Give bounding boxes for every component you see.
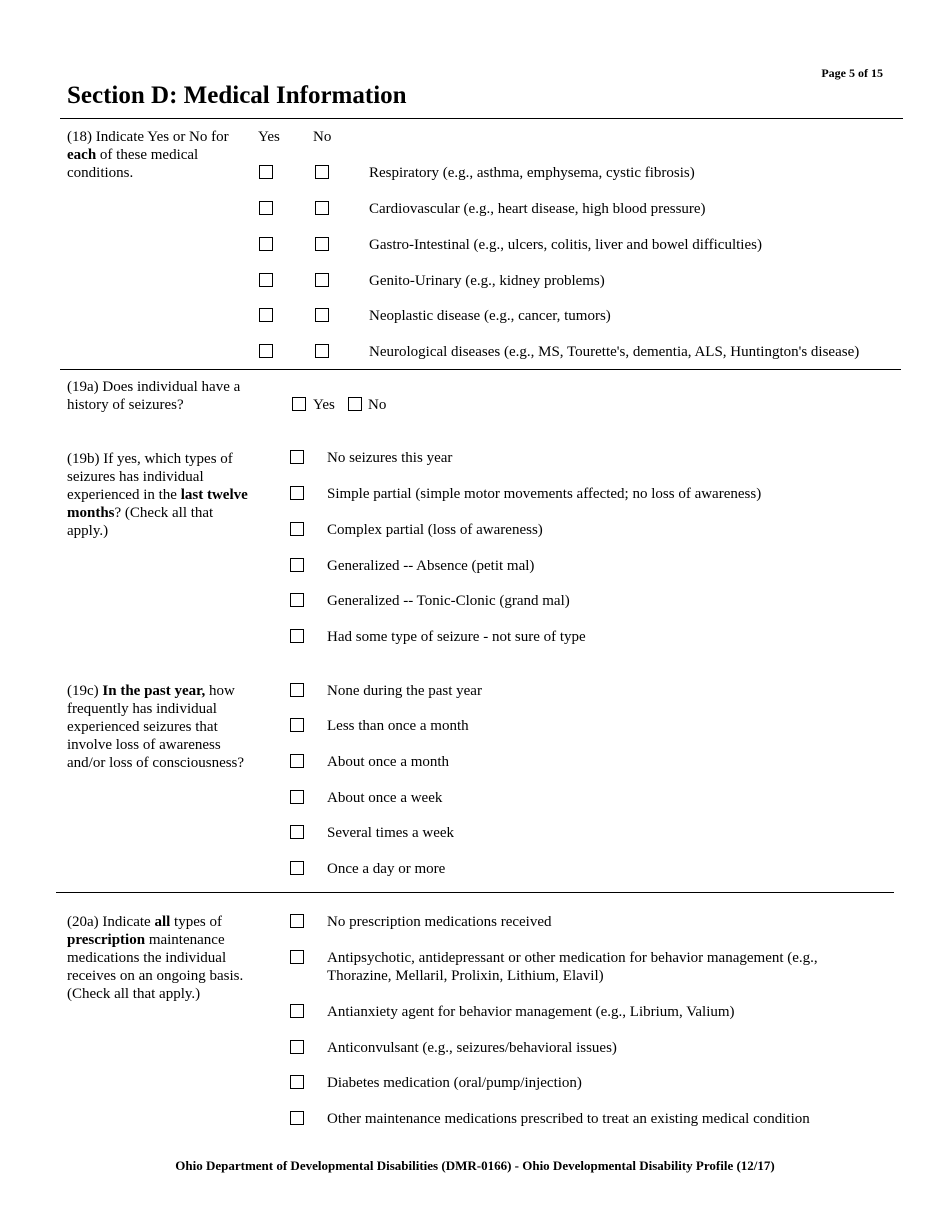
q18-respiratory-yes-checkbox[interactable] xyxy=(259,165,273,179)
q19c-option-label: About once a week xyxy=(327,790,443,806)
q19c-option-label: Several times a week xyxy=(327,825,455,841)
q19c-option-checkbox[interactable] xyxy=(290,825,304,839)
q18-condition-label: Respiratory (e.g., asthma, emphysema, cystic fibrosis) xyxy=(369,165,695,181)
q19b-option-checkbox[interactable] xyxy=(290,486,304,500)
q20a-option-label: Diabetes medication (oral/pump/injection) xyxy=(327,1075,582,1091)
q19b-option-label: Complex partial (loss of awareness) xyxy=(327,522,543,538)
q20a-option-checkbox[interactable] xyxy=(290,914,304,928)
q19b-option-label: Simple partial (simple motor movements affected; no loss of awareness) xyxy=(327,486,762,502)
q19c-option-checkbox[interactable] xyxy=(290,683,304,697)
q20a-option-label: Antipsychotic, antidepressant or other medication for behavior management (e.g., Thorazine, Mellaril, Prolixin, Lithium, Elavil) xyxy=(327,950,818,984)
q20a-option-label: No prescription medications received xyxy=(327,914,552,930)
q19a-yes-label: Yes xyxy=(313,397,335,413)
q18-respiratory-no-checkbox[interactable] xyxy=(315,165,329,179)
q19c-option-checkbox[interactable] xyxy=(290,718,304,732)
q18-neoplastic-yes-checkbox[interactable] xyxy=(259,308,273,322)
q20a-prompt: (20a) Indicate all types of prescription maintenance medications the individual receives on an ongoing basis. (Check all that apply.) xyxy=(67,914,244,1002)
section-title: Section D: Medical Information xyxy=(67,82,407,109)
q19a-no-checkbox[interactable] xyxy=(348,397,362,411)
q19b-option-label: Generalized -- Tonic-Clonic (grand mal) xyxy=(327,593,570,609)
page-number: Page 5 of 15 xyxy=(821,66,883,80)
q19b-option-checkbox[interactable] xyxy=(290,629,304,643)
q19b-prompt: (19b) If yes, which types of seizures has individual experienced in the last twelve months? (Check all that apply.) xyxy=(67,451,248,539)
q18-genito-yes-checkbox[interactable] xyxy=(259,273,273,287)
q19b-option-checkbox[interactable] xyxy=(290,558,304,572)
q19b-option-checkbox[interactable] xyxy=(290,522,304,536)
q19c-option-checkbox[interactable] xyxy=(290,790,304,804)
section-divider xyxy=(60,118,903,119)
q18-condition-label: Neurological diseases (e.g., MS, Tourette's, dementia, ALS, Huntington's disease) xyxy=(369,344,860,360)
q18-prompt: (18) Indicate Yes or No for each of these medical conditions. xyxy=(67,129,229,181)
q18-condition-label: Neoplastic disease (e.g., cancer, tumors) xyxy=(369,308,611,324)
q18-genito-no-checkbox[interactable] xyxy=(315,273,329,287)
q19a-yes-checkbox[interactable] xyxy=(292,397,306,411)
q19c-option-checkbox[interactable] xyxy=(290,754,304,768)
q19c-option-label: Less than once a month xyxy=(327,718,469,734)
q18-divider xyxy=(60,369,901,370)
q18-yes-header: Yes xyxy=(258,129,280,145)
q19c-prompt: (19c) In the past year, how frequently has individual experienced seizures that involve loss of awareness and/or loss of consciousness? xyxy=(67,683,245,771)
q18-condition-label: Cardiovascular (e.g., heart disease, high blood pressure) xyxy=(369,201,706,217)
q20a-option-checkbox[interactable] xyxy=(290,1111,304,1125)
q19b-option-label: No seizures this year xyxy=(327,450,453,466)
q18-condition-label: Gastro-Intestinal (e.g., ulcers, colitis, liver and bowel difficulties) xyxy=(369,237,762,253)
q19c-option-label: About once a month xyxy=(327,754,450,770)
q18-neoplastic-no-checkbox[interactable] xyxy=(315,308,329,322)
q18-condition-label: Genito-Urinary (e.g., kidney problems) xyxy=(369,273,605,289)
q20a-option-checkbox[interactable] xyxy=(290,1004,304,1018)
q19b-option-checkbox[interactable] xyxy=(290,593,304,607)
q19c-option-label: Once a day or more xyxy=(327,861,446,877)
q19b-option-label: Had some type of seizure - not sure of type xyxy=(327,629,586,645)
q18-gastro-yes-checkbox[interactable] xyxy=(259,237,273,251)
q19b-option-label: Generalized -- Absence (petit mal) xyxy=(327,558,535,574)
q19a-no-label: No xyxy=(368,397,387,413)
q19b-option-checkbox[interactable] xyxy=(290,450,304,464)
q20a-option-label: Other maintenance medications prescribed to treat an existing medical condition xyxy=(327,1111,810,1127)
q20a-option-checkbox[interactable] xyxy=(290,1040,304,1054)
q18-neurological-yes-checkbox[interactable] xyxy=(259,344,273,358)
page-footer: Ohio Department of Developmental Disabilities (DMR-0166) - Ohio Developmental Disability Profile (12/17) xyxy=(175,1158,775,1173)
q18-cardiovascular-yes-checkbox[interactable] xyxy=(259,201,273,215)
q19c-option-checkbox[interactable] xyxy=(290,861,304,875)
q20a-option-checkbox[interactable] xyxy=(290,1075,304,1089)
q19-divider xyxy=(56,892,894,893)
q20a-option-label: Antianxiety agent for behavior management (e.g., Librium, Valium) xyxy=(327,1004,735,1020)
q18-no-header: No xyxy=(313,129,332,145)
q20a-option-label: Anticonvulsant (e.g., seizures/behavioral issues) xyxy=(327,1040,617,1056)
q18-neurological-no-checkbox[interactable] xyxy=(315,344,329,358)
q20a-option-checkbox[interactable] xyxy=(290,950,304,964)
q18-cardiovascular-no-checkbox[interactable] xyxy=(315,201,329,215)
q18-gastro-no-checkbox[interactable] xyxy=(315,237,329,251)
q19c-option-label: None during the past year xyxy=(327,683,482,699)
q19a-prompt: (19a) Does individual have a history of seizures? xyxy=(67,379,241,413)
